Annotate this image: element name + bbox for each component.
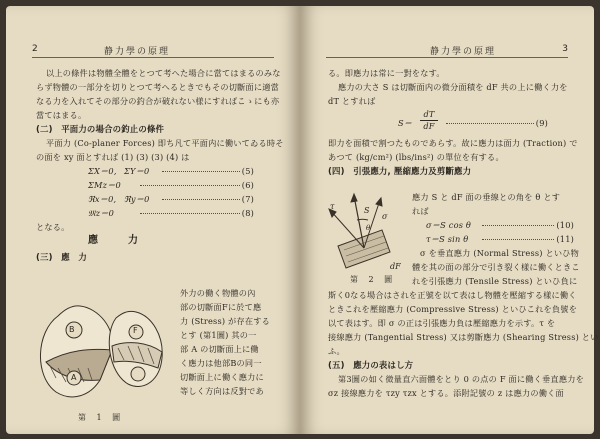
mid-line: あつて (kg/cm²) (lbs/ins²) の單位を有する。 [328, 152, 504, 162]
body-line: ときこれを壓縮應力 (Compressive Stress) といひこれを負號を [328, 304, 578, 314]
side-line: れを引張應力 (Tensile Stress) といひ負に [412, 276, 578, 286]
section-line: の面を xy 面とすれば (1) (3) (3) (4) は [36, 152, 190, 162]
right-page [300, 6, 599, 434]
figure-1-label-a: A [71, 373, 77, 382]
intro-line: なる力を入れてその部分の釣合が破れない様にすればこゝにも亦 [36, 96, 280, 106]
figure-2-label-df: dF [390, 262, 401, 271]
chapter-heading: 應 力 [88, 235, 148, 246]
equation-11-text: τ＝S sin θ [426, 234, 469, 244]
top-line: る。即應力は常に一對をなす。 [328, 68, 445, 78]
left-page-header [32, 44, 274, 58]
equation-lhs: 𝔐z＝0 [88, 208, 115, 218]
equation-11 [412, 232, 574, 246]
equation-9-denominator: dF [423, 121, 435, 131]
side-line: 部 A の切斷面上に働 [180, 344, 259, 354]
equation-9-number: (9) [535, 118, 548, 128]
side-line: 部の切斷面Fに於て應 [180, 302, 262, 312]
leader-dots [140, 185, 254, 186]
equation-rhs: ℜy＝0 [124, 194, 150, 204]
body-line: 斯く0なる場合はされを正號を以て表はし物體を壓縮する樣に働く [328, 290, 577, 300]
figure-1-label-b: B [69, 325, 75, 334]
equation-8 [36, 206, 274, 220]
figure-2-label-sigma: σ [382, 212, 388, 221]
side-line: 外力の働く物體の內 [180, 288, 256, 298]
left-running-title: 静力學の原理 [104, 47, 171, 57]
equation-11-number: (11) [556, 234, 574, 244]
figure-1-caption: 第 1 圖 [78, 413, 125, 422]
equation-9-lhs: S＝ [398, 118, 413, 128]
top-line: dT とすれば [328, 96, 376, 106]
mid-line: 即力を面積で割つたものであらす。故に應力は面力 (Traction) で [328, 138, 578, 148]
side-line: σ を垂直應力 (Normal Stress) といひ物 [420, 248, 580, 258]
equation-10-number: (10) [556, 220, 574, 230]
figure-1-side-text [180, 286, 280, 398]
top-line: 應力の大さ S は切斷面内の微分面積を dF 共の上に働く力を [338, 82, 568, 92]
intro-line: 以上の條件は物體全體をとつて考へた場合に當てはまるのみな [46, 68, 281, 78]
equation-lhs: ΣMz＝0 [88, 180, 121, 190]
right-page-number: 3 [562, 44, 568, 54]
left-page-number: 2 [32, 44, 38, 54]
equation-6 [36, 178, 274, 192]
end-line: 第3圖の如く微量直六面體をとり 0 の点の F 面に働く垂直應力を [338, 374, 584, 384]
figure-1-illustration [28, 288, 168, 406]
figure-2-label-tau: τ [330, 202, 335, 211]
side-line: 力 (Stress) が存在する [180, 316, 270, 326]
equation-9-numerator: dT [420, 109, 438, 121]
after-equations: となる。 [36, 222, 70, 232]
right-running-title: 静力學の原理 [429, 47, 496, 57]
equation-number: (6) [241, 180, 254, 190]
equation-10-text: σ＝S cos θ [426, 220, 472, 230]
section-heading-4: (四) 引張應力, 壓縮應力及剪斷應力 [328, 166, 472, 176]
side-line: く應力は他部Bの同一 [180, 358, 262, 368]
equation-number: (7) [241, 194, 254, 204]
figure-2-label-theta: θ [366, 224, 371, 232]
figure-1-label-f: F [133, 326, 138, 335]
section-heading-5: (五) 應力の表はし方 [328, 360, 414, 370]
equation-lhs: ΣX＝0, [88, 166, 117, 176]
body-line: ふ。 [328, 346, 345, 356]
equation-number: (8) [241, 208, 254, 218]
leader-dots [140, 213, 254, 214]
intro-line: 當てはまる。 [36, 110, 87, 120]
figure-2-caption: 第 2 圖 [350, 275, 397, 284]
equation-rhs: ΣY＝0 [124, 166, 150, 176]
section-line: 平面力 (Co-planer Forces) 即ち凡て平面内に働いてゐる時そ [46, 138, 284, 148]
side-line: とす (第1圖) 其の一 [180, 330, 257, 340]
leader-dots [446, 123, 548, 124]
figure-2-side-text [412, 190, 580, 288]
figure-2-label-s: S [364, 206, 370, 215]
side-line: 等しく方向は反對であ [180, 386, 264, 396]
side-line: れば [412, 206, 429, 216]
right-page-header [326, 44, 568, 58]
body-line: 接線應力 (Tangential Stress) 又は剪斷應力 (Shearing Stress) とい [328, 332, 599, 342]
right-page-body [328, 66, 578, 178]
end-line: σz 接線應力を τzy τzx とする。添附記號の z は應力の働く面 [328, 388, 564, 398]
section-heading-2: (二) 平面力の場合の釣止の條件 [36, 124, 165, 134]
left-page-body [36, 66, 284, 264]
equation-5 [36, 164, 274, 178]
equation-9 [328, 108, 568, 136]
equation-10 [412, 218, 574, 232]
left-page [6, 6, 300, 434]
right-page-lower-body [328, 288, 599, 400]
equation-number: (5) [241, 166, 254, 176]
intro-line: らず物體の一部分を切りとつて考へるときでもその切斷面に適當 [36, 82, 280, 92]
side-line: 應力 S と dF 面の垂線との角を θ とす [412, 192, 561, 202]
section-heading-3: (三) 應 力 [36, 252, 87, 262]
equation-7 [36, 192, 274, 206]
side-line: 切斷面上に働く應力に [180, 372, 264, 382]
body-line: 以て表はす。即 σ の正は引張應力負は壓縮應力を示す。τ を [328, 318, 556, 328]
side-line: 體を其の面の部分で引き裂く樣に働くときこ [412, 262, 580, 272]
equation-lhs: ℜx＝0, [88, 194, 117, 204]
